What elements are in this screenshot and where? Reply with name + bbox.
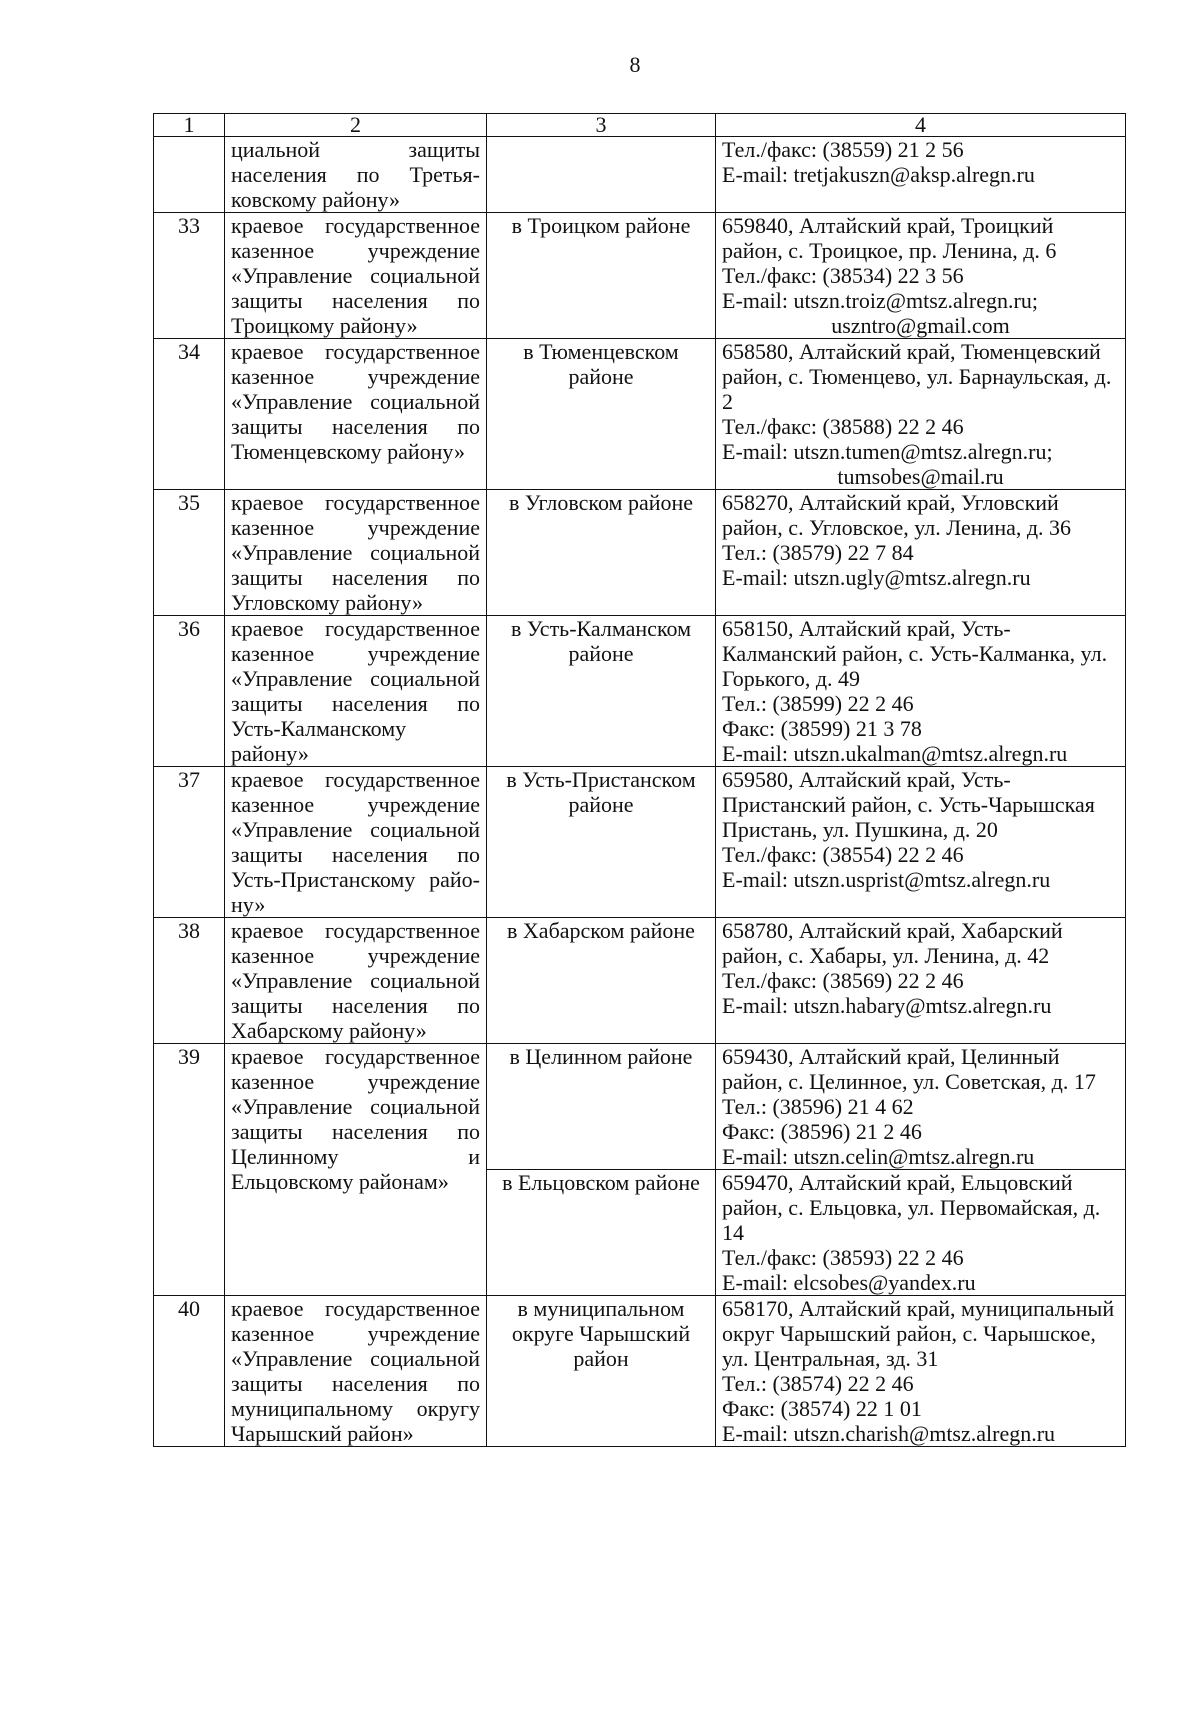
row-number-cell: 38 <box>154 918 225 1044</box>
row-number-cell: 34 <box>154 339 225 490</box>
table-body <box>154 137 1126 1447</box>
contacts-cell <box>716 1170 1126 1296</box>
header-row <box>154 114 1126 137</box>
row-number-cell: 39 <box>154 1044 225 1296</box>
area-cell: в Ельцовском районе <box>487 1170 716 1296</box>
row-number-cell: 33 <box>154 213 225 339</box>
row-number-cell <box>154 137 225 213</box>
contact-line: 658580, Алтайский край, Тюменцевский район, с. Тюменцево, ул. Барнаульская, д. 2 <box>722 339 1112 414</box>
contacts-cell <box>716 339 1126 490</box>
contact-line: 658170, Алтайский край, муниципальный округ Чарышский район, с. Чарышское, ул. Центральная, зд. 31 <box>722 1296 1115 1371</box>
contacts-cell <box>716 490 1126 616</box>
organization-cell: краевое государственное казенное учреждение «Управление социальной защиты населения по Троицкому району» <box>225 213 487 339</box>
contact-line: E-mail: utszn.ugly@mtsz.alregn.ru <box>722 565 1031 590</box>
contacts-cell <box>716 767 1126 918</box>
contact-line: E-mail: elcsobes@yandex.ru <box>722 1270 976 1295</box>
organization-cell: краевое государственное казенное учреждение «Управление социальной защиты населения по Усть-Пристанскому району» <box>225 767 487 918</box>
table-row <box>154 213 1126 339</box>
contact-line: Тел./факс: (38569) 22 2 46 <box>722 968 964 993</box>
column-header-3: 3 <box>487 114 716 137</box>
row-number-cell: 40 <box>154 1296 225 1447</box>
contact-line: E-mail: tretjakuszn@aksp.alregn.ru <box>722 162 1035 187</box>
contact-line: 658780, Алтайский край, Хабарский район, с. Хабары, ул. Ленина, д. 42 <box>722 918 1063 968</box>
contact-line: E-mail: utszn.troiz@mtsz.alregn.ru; <box>722 288 1038 313</box>
row-number-cell: 35 <box>154 490 225 616</box>
area-cell: в Усть-Пристанском районе <box>487 767 716 918</box>
institutions-table <box>153 113 1126 1447</box>
organization-cell: краевое государственное казенное учреждение «Управление социальной защиты населения по Хабарскому району» <box>225 918 487 1044</box>
organization-cell: краевое государственное казенное учреждение «Управление социальной защиты населения по Усть-Калманскому району» <box>225 616 487 767</box>
area-cell: в муниципальном округе Чарышский район <box>487 1296 716 1447</box>
contact-line: Тел./факс: (38554) 22 2 46 <box>722 842 964 867</box>
area-cell <box>487 137 716 213</box>
organization-cell: краевое государственное казенное учреждение «Управление социальной защиты населения по муниципальному округу Чарышский район» <box>225 1296 487 1447</box>
area-cell: в Усть-Калманском районе <box>487 616 716 767</box>
contact-line: 659580, Алтайский край, Усть-Пристанский район, с. Усть-Чарышская Пристань, ул. Пушкина, д. 20 <box>722 767 1095 842</box>
table-row <box>154 918 1126 1044</box>
row-number-cell: 36 <box>154 616 225 767</box>
area-cell: в Тюменцевском районе <box>487 339 716 490</box>
contacts-cell <box>716 1296 1126 1447</box>
contact-line: E-mail: utszn.celin@mtsz.alregn.ru <box>722 1144 1035 1169</box>
contact-line: 658270, Алтайский край, Угловский район, с. Угловское, ул. Ленина, д. 36 <box>722 490 1072 540</box>
contact-line: Тел.: (38599) 22 2 46 <box>722 691 914 716</box>
contact-line: Тел.: (38574) 22 2 46 <box>722 1371 914 1396</box>
organization-cell: краевое государственное казенное учреждение «Управление социальной защиты населения по Целинному и Ельцовскому районам» <box>225 1044 487 1296</box>
area-cell: в Хабарском районе <box>487 918 716 1044</box>
contact-line-email: tumsobes@mail.ru <box>837 464 1004 489</box>
contacts-cell <box>716 1044 1126 1170</box>
table-row <box>154 767 1126 918</box>
contacts-cell <box>716 213 1126 339</box>
organization-cell: краевое государственное казенное учреждение «Управление социальной защиты населения по Угловскому району» <box>225 490 487 616</box>
organization-cell: краевое государственное казенное учреждение «Управление социальной защиты населения по Тюменцевскому району» <box>225 339 487 490</box>
contact-line-email: uszntro@gmail.com <box>831 313 1010 338</box>
contact-line: Тел./факс: (38559) 21 2 56 <box>722 137 964 162</box>
contact-line: 658150, Алтайский край, Усть-Калманский район, с. Усть-Калманка, ул. Горького, д. 49 <box>722 616 1108 691</box>
organization-cell: циальной защиты населения по Третьяковскому району» <box>225 137 487 213</box>
contact-line: Тел.: (38579) 22 7 84 <box>722 540 914 565</box>
table-row <box>154 1296 1126 1447</box>
contact-line: 659430, Алтайский край, Целинный район, с. Целинное, ул. Советская, д. 17 <box>722 1044 1096 1094</box>
continuation-row <box>154 137 1126 213</box>
contact-line: Тел./факс: (38593) 22 2 46 <box>722 1245 964 1270</box>
row-number-cell: 37 <box>154 767 225 918</box>
contact-line: Факс: (38574) 22 1 01 <box>722 1396 922 1421</box>
contact-line: E-mail: utszn.tumen@mtsz.alregn.ru; <box>722 439 1053 464</box>
column-header-2: 2 <box>225 114 487 137</box>
area-cell: в Целинном районе <box>487 1044 716 1170</box>
contact-line: E-mail: utszn.habary@mtsz.alregn.ru <box>722 993 1052 1018</box>
contact-line: Факс: (38599) 21 3 78 <box>722 716 922 741</box>
contacts-cell <box>716 137 1126 213</box>
contact-line: 659470, Алтайский край, Ельцовский район, с. Ельцовка, ул. Первомайская, д. 14 <box>722 1170 1101 1245</box>
contact-line: Тел.: (38596) 21 4 62 <box>722 1094 914 1119</box>
contact-line: Тел./факс: (38588) 22 2 46 <box>722 414 964 439</box>
contact-line: Тел./факс: (38534) 22 3 56 <box>722 263 964 288</box>
table-row <box>154 339 1126 490</box>
contact-line: E-mail: utszn.ukalman@mtsz.alregn.ru <box>722 741 1068 766</box>
contacts-cell <box>716 918 1126 1044</box>
page-number: 8 <box>629 52 641 77</box>
contact-line: Факс: (38596) 21 2 46 <box>722 1119 922 1144</box>
table-row <box>154 490 1126 616</box>
contact-line: E-mail: utszn.charish@mtsz.alregn.ru <box>722 1421 1056 1446</box>
table-row <box>154 616 1126 767</box>
contact-line: 659840, Алтайский край, Троицкий район, с. Троицкое, пр. Ленина, д. 6 <box>722 213 1057 263</box>
column-header-1: 1 <box>154 114 225 137</box>
table-row <box>154 1044 1126 1170</box>
area-cell: в Троицком районе <box>487 213 716 339</box>
column-header-4: 4 <box>716 114 1126 137</box>
area-cell: в Угловском районе <box>487 490 716 616</box>
contact-line: E-mail: utszn.usprist@mtsz.alregn.ru <box>722 867 1051 892</box>
contacts-cell <box>716 616 1126 767</box>
